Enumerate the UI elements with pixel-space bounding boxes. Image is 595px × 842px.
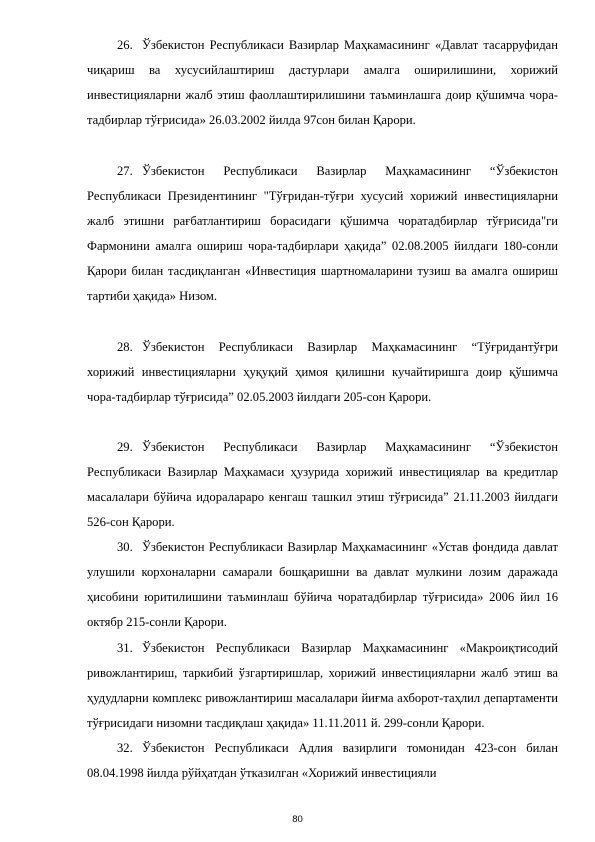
reference-entry-27 (87, 159, 558, 310)
reference-entry-26 (87, 33, 558, 133)
entry-text: Ўзбекистон Республикаси Адлия вазирлиги томонидан 423-сон билан 08.04.1998 йилда рўйҳатдан ўтказилган «Хорижий инвестицияли (87, 741, 558, 781)
entry-number: 27. (117, 164, 133, 178)
entry-text: Ўзбекистон Республикаси Вазирлар Маҳкамасининг “Ўзбекистон Республикаси Вазирлар Маҳкамаси ҳузурида хорижий инвестициялар ва кредитлар масалалари бўйича идоралараро кенгаш ташкил этиш тўғрисида” 21.11.2003 йилдаги 526-сон Қарори. (87, 440, 558, 530)
entry-number: 28. (117, 340, 133, 354)
page-number: 80 (292, 814, 303, 825)
entry-text: Ўзбекистон Республикаси Вазирлар Маҳкамасининг “Ўзбекистон Республикаси Президентининг "Тўғридан-тўғри хусусий хорижий инвестицияларни жалб этишни рағбатлантириш борасидаги қўшимча чоратадбирлар тўғрисида"ги Фармонини амалга ошириш чора-тадбирлари ҳақида” 02.08.2005 йилдаги 180-сонли Қарори билан тасдиқланган «Инвестиция шартномаларини тузиш ва амалга ошириш тартиби ҳақида» Низом. (87, 164, 558, 304)
entry-text: Ўзбекистон Республикаси Вазирлар Маҳкамасининг «Макроиқтисодий ривожлантириш, таркибий ўзгартиришлар, хорижий инвестицияларни жалб этиш ва ҳудудларни комплекс ривожлантириш масалалари йиғма ахборот-таҳлил департаменти тўғрисидаги низомни тасдиқлаш ҳақида» 11.11.2011 й. 299-сонли Қарори. (87, 641, 558, 731)
reference-entry-29 (87, 435, 558, 535)
entry-number: 26. (117, 38, 133, 52)
reference-entry-28 (87, 335, 558, 410)
entry-number: 29. (117, 440, 133, 454)
entry-text: Ўзбекистон Республикаси Вазирлар Маҳкамасининг “Тўғридантўғри хорижий инвестицияларни ҳуқуқий ҳимоя қилишни кучайтиришга доир қўшимча чора-тадбирлар тўғрисида” 02.05.2003 йилдаги 205-сон Қарори. (87, 340, 558, 405)
reference-entry-30 (87, 535, 558, 635)
reference-entry-31 (87, 636, 558, 736)
entry-number: 32. (117, 741, 133, 755)
entry-text: Ўзбекистон Республикаси Вазирлар Маҳкамасининг «Давлат тасарруфидан чиқариш ва хусусийлаштириш дастурлари амалга оширилишини, хорижий инвестицияларни жалб этиш фаоллаштирилишини таъминлашга доир қўшимча чора-тадбирлар тўғрисида» 26.03.2002 йилда 97сон билан Қарори. (87, 38, 558, 128)
entry-number: 31. (117, 641, 133, 655)
reference-entry-32 (87, 736, 558, 786)
entry-text: Ўзбекистон Республикаси Вазирлар Маҳкамасининг «Устав фондида давлат улушили корхоналарни самарали бошқаришни ва давлат мулкини лозим даражада ҳисобини юритилишини таъминлаш бўйича чоратадбирлар тўғрисида» 2006 йил 16 октябр 215-сонли Қарори. (87, 540, 558, 630)
entry-number: 30. (117, 540, 133, 554)
